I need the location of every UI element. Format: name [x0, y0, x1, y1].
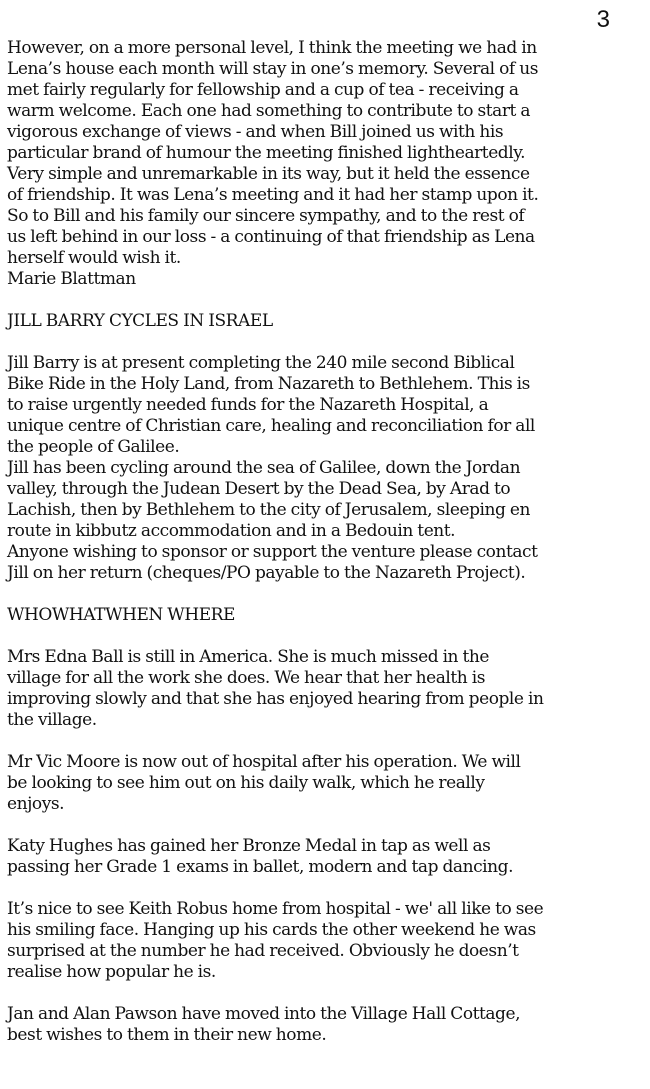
text-line: Jill has been cycling around the sea of Galilee, down the Jordan: [7, 458, 521, 478]
text-line: vigorous exchange of views - and when Bill joined us with his: [7, 122, 504, 142]
text-line: warm welcome. Each one had something to contribute to start a: [7, 101, 531, 121]
text-line: unique centre of Christian care, healing and reconciliation for all: [7, 416, 535, 436]
text-line: Jill Barry is at present completing the 240 mile second Biblical: [7, 353, 515, 373]
text-line: herself would wish it.: [7, 248, 181, 268]
text-line: surprised at the number he had received. Obviously he doesn’t: [7, 941, 519, 961]
news-item: [7, 752, 647, 815]
text-line: Very simple and unremarkable in its way, but it held the essence: [7, 164, 530, 184]
text-line: However, on a more personal level, I think the meeting we had in: [7, 38, 537, 58]
text-line: village for all the work she does. We hear that her health is: [7, 668, 485, 688]
author-signature: Marie Blattman: [7, 269, 136, 289]
news-item: [7, 647, 647, 731]
intro-paragraph: [7, 38, 647, 290]
news-item: [7, 899, 647, 983]
section-heading: JILL BARRY CYCLES IN ISRAEL: [7, 311, 273, 331]
text-line: the people of Galilee.: [7, 437, 180, 457]
text-line: to raise urgently needed funds for the Nazareth Hospital, a: [7, 395, 489, 415]
text-line: Lachish, then by Bethlehem to the city of Jerusalem, sleeping en: [7, 500, 530, 520]
text-line: enjoys.: [7, 794, 65, 814]
text-line: his smiling face. Hanging up his cards the other weekend he was: [7, 920, 536, 940]
text-line: of friendship. It was Lena’s meeting and it had her stamp upon it.: [7, 185, 539, 205]
text-line: Katy Hughes has gained her Bronze Medal in tap as well as: [7, 836, 491, 856]
text-line: be looking to see him out on his daily walk, which he really: [7, 773, 485, 793]
text-line: particular brand of humour the meeting finished lightheartedly.: [7, 143, 526, 163]
text-line: met fairly regularly for fellowship and a cup of tea - receiving a: [7, 80, 519, 100]
text-line: Jill on her return (cheques/PO payable to the Nazareth Project).: [7, 563, 526, 583]
text-line: us left behind in our loss - a continuing of that friendship as Lena: [7, 227, 535, 247]
text-line: best wishes to them in their new home.: [7, 1025, 327, 1045]
text-line: Jan and Alan Pawson have moved into the Village Hall Cottage,: [7, 1004, 521, 1024]
section-heading: WHOWHATWHEN WHERE: [7, 605, 235, 625]
text-line: passing her Grade 1 exams in ballet, modern and tap dancing.: [7, 857, 514, 877]
page-number: 3: [596, 6, 610, 33]
text-line: Anyone wishing to sponsor or support the venture please contact: [7, 542, 538, 562]
text-line: Lena’s house each month will stay in one’s memory. Several of us: [7, 59, 538, 79]
text-line: valley, through the Judean Desert by the Dead Sea, by Arad to: [7, 479, 511, 499]
news-item: [7, 1004, 647, 1046]
text-line: Mr Vic Moore is now out of hospital after his operation. We will: [7, 752, 521, 772]
news-section: [7, 605, 647, 1046]
page-content: [7, 38, 647, 1046]
text-line: So to Bill and his family our sincere sympathy, and to the rest of: [7, 206, 525, 226]
text-line: route in kibbutz accommodation and in a Bedouin tent.: [7, 521, 456, 541]
text-line: the village.: [7, 710, 97, 730]
text-line: improving slowly and that she has enjoyed hearing from people in: [7, 689, 544, 709]
text-line: realise how popular he is.: [7, 962, 216, 982]
news-item: [7, 836, 647, 878]
text-line: Bike Ride in the Holy Land, from Nazareth to Bethlehem. This is: [7, 374, 530, 394]
text-line: Mrs Edna Ball is still in America. She is much missed in the: [7, 647, 490, 667]
cycle-section: [7, 311, 647, 584]
text-line: It’s nice to see Keith Robus home from hospital - we' all like to see: [7, 899, 544, 919]
